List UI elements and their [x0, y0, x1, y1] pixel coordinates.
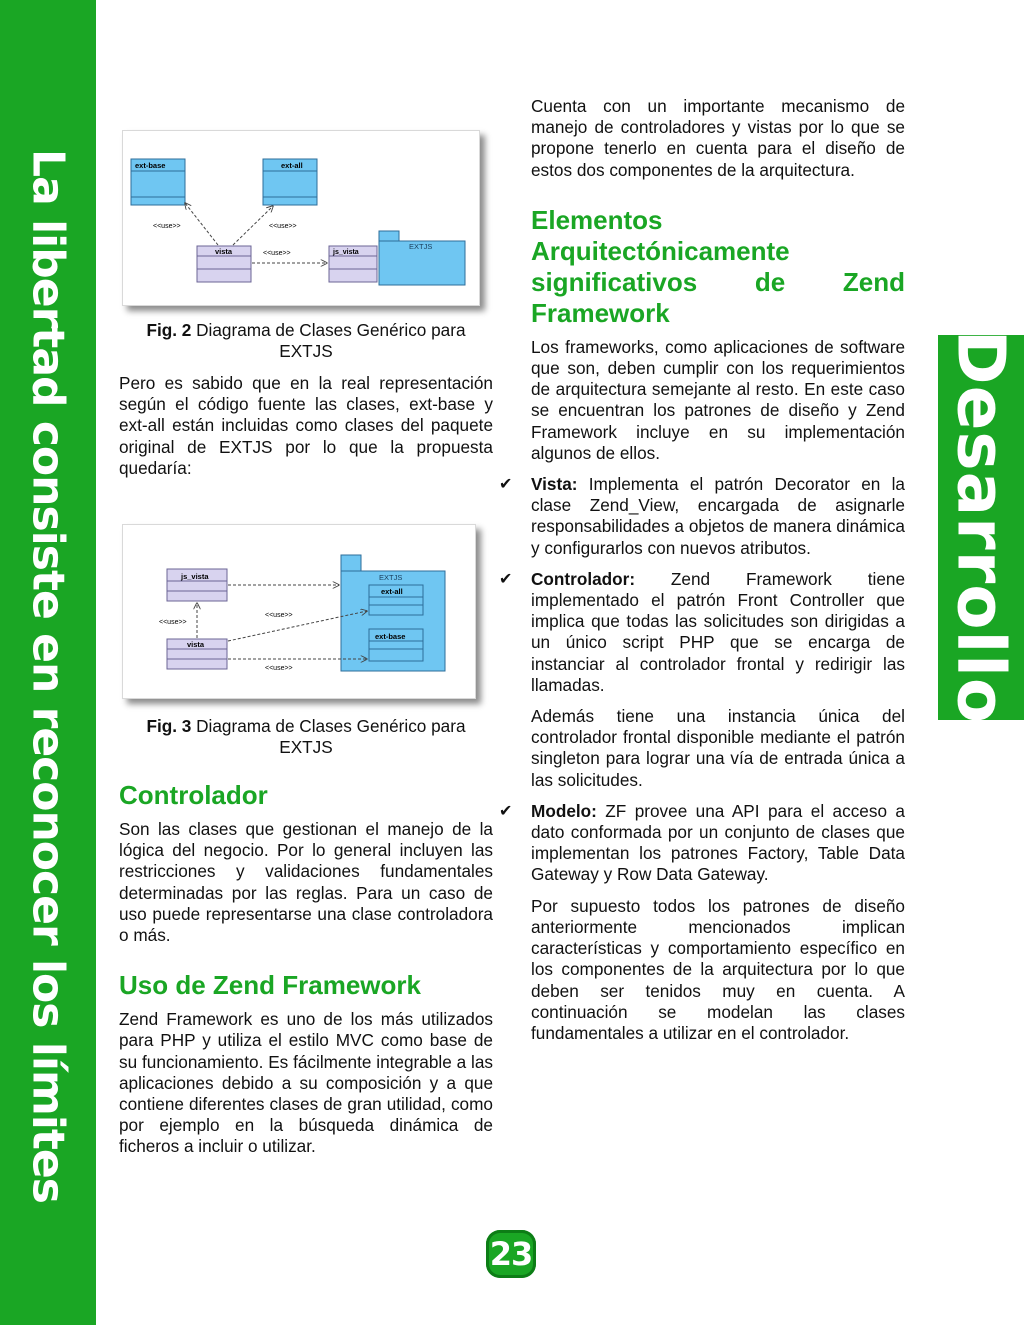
- list-text-vista: Implementa el patrón Decorator en la clase Zend_View, encargada de asignarle responsabilidades a objetos de manera dinámica y configurarlos con nuevos atributos.: [531, 474, 905, 558]
- fig3-vista-label: vista: [187, 640, 205, 649]
- side-quote: La libertad consiste en reconocer los límites: [22, 149, 74, 1203]
- list-term-vista: Vista:: [531, 474, 578, 495]
- heading-elementos: Elementos Arquitectónicamente significativos de Zend Framework: [531, 204, 905, 328]
- figure-3-caption-text: Diagrama de Clases Genérico para EXTJS: [196, 716, 466, 757]
- list-text-controlador: Zend Framework tiene implementado el patrón Front Controller que implica que todas las solicitudes son dirigidas a un único script PHP que se encarga de instanciar al controlador frontal y redirigir las llamadas.: [531, 568, 905, 695]
- fig2-package-label: EXTJS: [409, 242, 433, 251]
- list-term-modelo: Modelo:: [531, 800, 597, 821]
- fig2-vista-label: vista: [215, 247, 233, 256]
- heading-uso-zend: Uso de Zend Framework: [119, 970, 421, 1001]
- fig2-use-3: <<use>>: [263, 250, 291, 257]
- left-column: [119, 320, 493, 489]
- section-tab-label: Desarrollo: [942, 329, 1020, 725]
- fig3-js-vista-label: js_vista: [181, 572, 209, 581]
- pattern-list: [471, 474, 905, 886]
- fig3-use-2: <<use>>: [265, 612, 293, 619]
- paragraph-elementos: Los frameworks, como aplicaciones de software que son, deben cumplir con los requerimientos de arquitectura semejante al resto. En este caso se encuentran los patrones de diseño y Zend Framework incluye en su implementación algunos de ellos.: [531, 336, 905, 463]
- fig2-use-1: <<use>>: [153, 223, 181, 230]
- fig3-use-1: <<use>>: [159, 619, 187, 626]
- fig2-use-2: <<use>>: [269, 223, 297, 230]
- heading-controlador: Controlador: [119, 780, 268, 810]
- figure-2-caption-text: Diagrama de Clases Genérico para EXTJS: [196, 320, 466, 361]
- figure-3-caption-label: Fig. 3: [146, 716, 192, 736]
- list-item-controlador: [471, 569, 905, 696]
- figure-2-caption-label: Fig. 2: [146, 320, 192, 340]
- fig3-ext-base-label: ext-base: [375, 632, 406, 641]
- fig2-js-vista-label: js_vista: [333, 249, 359, 256]
- paragraph-closing: Por supuesto todos los patrones de diseño anteriormente mencionados implican características y comportamiento específico en los componentes de la arquitectura por lo que deben ser tenidos muy en cuenta. A continuación se modelan las clases fundamentales a utilizar en el controlador.: [531, 895, 905, 1043]
- right-column: [499, 96, 905, 1054]
- list-text-extra: Además tiene una instancia única del controlador frontal disponible mediante el patrón singleton para lograr una vía de entrada única a las solicitudes.: [531, 706, 905, 790]
- check-icon: ✔: [499, 802, 513, 820]
- paragraph-uso-zend: Zend Framework es uno de los más utilizados para PHP y utiliza el estilo MVC como base de su funcionamiento. Es fácilmente integrable a las aplicaciones debido a su composición y a que contiene diferentes clases de gran utilidad, como por ejemplo en la búsqueda dinámica de ficheros a incluir o utilizar.: [119, 1009, 493, 1157]
- paragraph-intro: Cuenta con un importante mecanismo de manejo de controladores y vistas por lo que se propone tenerlo en cuenta para el diseño de estos dos componentes de la arquitectura.: [531, 96, 905, 180]
- list-item-extra: [471, 706, 905, 791]
- check-icon: ✔: [499, 570, 513, 588]
- fig2-ext-all-label: ext-all: [281, 161, 303, 170]
- left-side-band: [0, 0, 96, 1325]
- page-number: 23: [486, 1230, 536, 1278]
- paragraph-controlador: Son las clases que gestionan el manejo de la lógica del negocio. Por lo general incluyen las restricciones y validaciones fundamentales determinadas por las reglas. Para un caso de uso puede representarse una clase controladora o más.: [119, 819, 493, 946]
- list-item-vista: [471, 474, 905, 559]
- fig2-ext-base-label: ext-base: [135, 161, 166, 170]
- section-tab: [938, 329, 1024, 725]
- figure-3-diagram: [122, 524, 476, 699]
- list-text-modelo: ZF provee una API para el acceso a dato conformada por un conjunto de clases que implementan los patrones Factory, Table Data Gateway y Row Data Gateway.: [531, 800, 905, 885]
- fig3-use-3: <<use>>: [265, 665, 293, 672]
- check-icon: ✔: [499, 476, 513, 494]
- left-column-lower: [119, 716, 493, 1168]
- fig3-ext-all-label: ext-all: [381, 587, 403, 596]
- list-term-controlador: Controlador:: [531, 568, 636, 589]
- paragraph-pero: Pero es sabido que en la real representación según el código fuente las clases, ext-base y ext-all están incluidas como clases del paquete original de EXTJS por lo que la propuesta quedaría:: [119, 373, 493, 478]
- figure-2-caption: [119, 320, 493, 362]
- figure-3-caption: [119, 716, 493, 758]
- fig3-package-label: EXTJS: [379, 573, 403, 582]
- list-item-modelo: [471, 801, 905, 886]
- figure-2-diagram: [122, 130, 480, 306]
